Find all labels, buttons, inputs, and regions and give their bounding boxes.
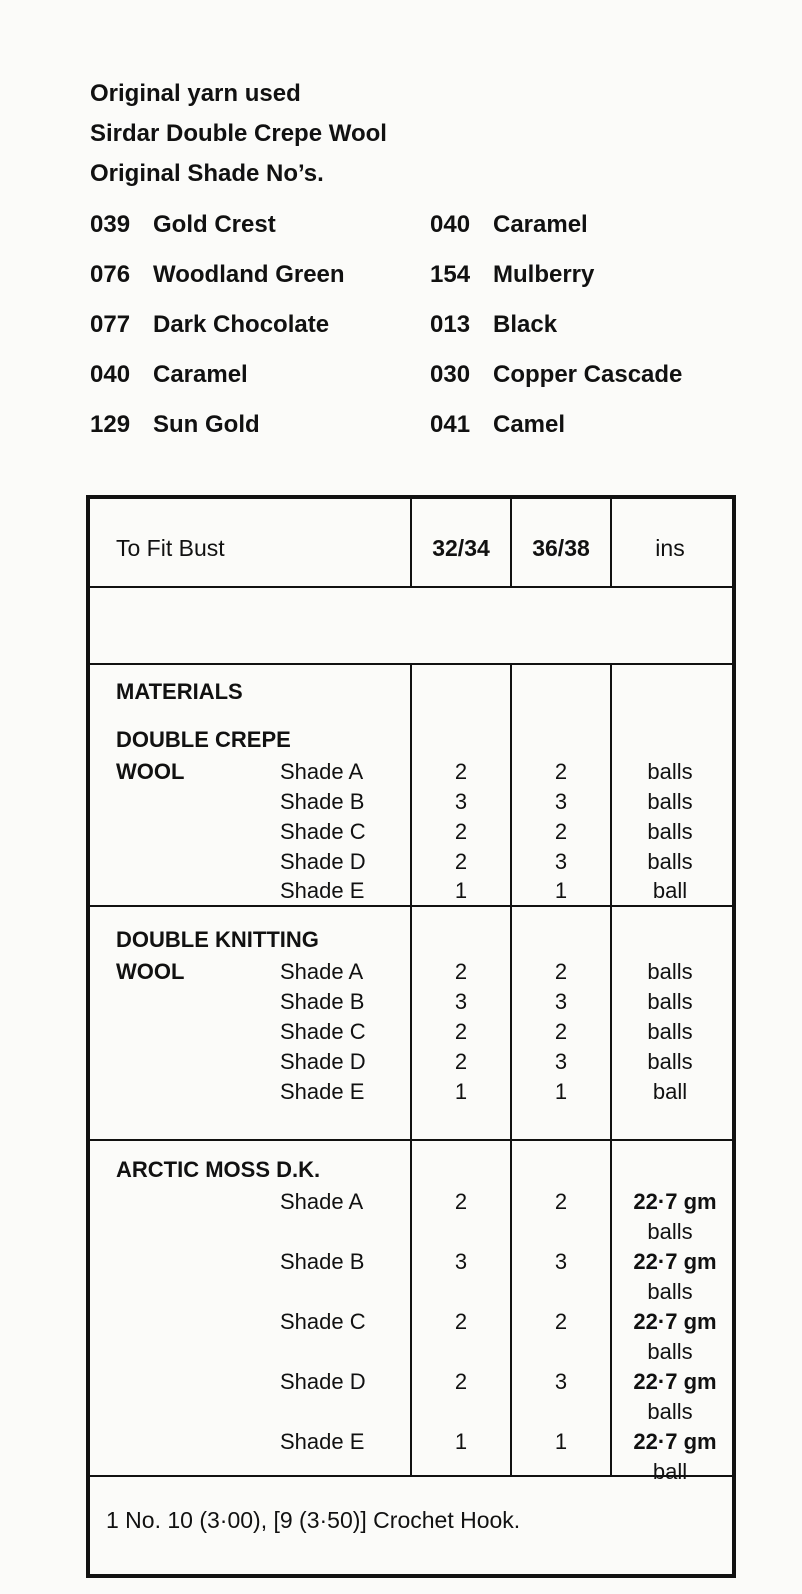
- shade-item: [90, 311, 430, 339]
- shade-row: [90, 350, 770, 400]
- qty-unit: balls: [647, 849, 693, 874]
- shade-name: Camel: [493, 411, 566, 438]
- qty-unit: balls: [647, 789, 693, 814]
- shade-name: Dark Chocolate: [153, 311, 330, 338]
- qty-size-1: 2: [454, 1309, 468, 1334]
- group-title: DOUBLE CREPE: [116, 727, 291, 752]
- qty-size-2: 1: [554, 1079, 568, 1104]
- shade-item: [430, 261, 770, 289]
- qty-size-1: 2: [454, 759, 468, 784]
- shade-label: Shade A: [280, 759, 364, 784]
- shade-label: Shade C: [280, 1019, 366, 1044]
- shade-label: Shade A: [280, 1189, 364, 1214]
- qty-unit: balls: [647, 1049, 693, 1074]
- shade-row: [90, 300, 770, 350]
- intro-block: [90, 74, 387, 194]
- intro-line-1: Original yarn used: [90, 80, 301, 107]
- qty-size-1: 2: [454, 849, 468, 874]
- qty-weight: 22·7 gm: [633, 1429, 717, 1454]
- qty-unit: ball: [652, 1079, 688, 1104]
- materials-title: MATERIALS: [116, 679, 243, 704]
- shade-name: Woodland Green: [153, 261, 345, 288]
- qty-size-2: 2: [554, 819, 568, 844]
- qty-unit: ball: [652, 878, 688, 903]
- header-size-2: 36/38: [532, 535, 590, 561]
- header-label: To Fit Bust: [116, 535, 225, 561]
- shade-row: [90, 200, 770, 250]
- shade-label: Shade D: [280, 849, 366, 874]
- shade-number: 039: [90, 211, 131, 238]
- qty-size-2: 3: [554, 1369, 568, 1394]
- shade-label: Shade B: [280, 989, 365, 1014]
- qty-size-1: 2: [454, 1189, 468, 1214]
- qty-size-1: 2: [454, 1019, 468, 1044]
- shade-name: Sun Gold: [153, 411, 260, 438]
- shade-number: 041: [430, 411, 471, 438]
- shade-name: Caramel: [493, 211, 588, 238]
- row-rule: [90, 1139, 732, 1141]
- materials-table: [86, 495, 736, 1578]
- intro-line-3: Original Shade No’s.: [90, 160, 324, 187]
- group-title: DOUBLE KNITTING: [116, 927, 319, 952]
- qty-size-2: 3: [554, 849, 568, 874]
- header-unit: ins: [655, 535, 685, 561]
- shade-label: Shade B: [280, 1249, 365, 1274]
- shade-list: [90, 200, 770, 450]
- qty-unit: balls: [647, 1339, 693, 1364]
- shade-item: [90, 211, 430, 239]
- qty-size-2: 2: [554, 959, 568, 984]
- shade-item: [90, 261, 430, 289]
- qty-size-2: 3: [554, 1249, 568, 1274]
- qty-size-1: 3: [454, 1249, 468, 1274]
- shade-number: 040: [430, 211, 471, 238]
- shade-label: Shade E: [280, 878, 365, 903]
- qty-unit: ball: [652, 1459, 688, 1484]
- qty-size-2: 1: [554, 878, 568, 903]
- qty-unit: balls: [647, 819, 693, 844]
- qty-weight: 22·7 gm: [633, 1369, 717, 1394]
- shade-item: [430, 211, 770, 239]
- qty-size-2: 2: [554, 1309, 568, 1334]
- qty-unit: balls: [647, 759, 693, 784]
- intro-line-2: Sirdar Double Crepe Wool: [90, 120, 387, 147]
- qty-size-1: 2: [454, 959, 468, 984]
- group-title-2: WOOL: [116, 959, 185, 984]
- shade-name: Mulberry: [493, 261, 595, 288]
- row-rule: [90, 663, 732, 665]
- qty-weight: 22·7 gm: [633, 1249, 717, 1274]
- shade-item: [430, 311, 770, 339]
- shade-label: Shade C: [280, 1309, 366, 1334]
- shade-number: 013: [430, 311, 471, 338]
- shade-number: 076: [90, 261, 131, 288]
- qty-size-1: 3: [454, 989, 468, 1014]
- group-title: ARCTIC MOSS D.K.: [116, 1157, 321, 1182]
- qty-unit: balls: [647, 1219, 693, 1244]
- qty-unit: balls: [647, 1279, 693, 1304]
- shade-label: Shade E: [280, 1429, 365, 1454]
- qty-unit: balls: [647, 959, 693, 984]
- shade-item: [90, 411, 430, 439]
- shade-label: Shade A: [280, 959, 364, 984]
- qty-size-2: 3: [554, 989, 568, 1014]
- qty-unit: balls: [647, 989, 693, 1014]
- qty-size-2: 2: [554, 1189, 568, 1214]
- qty-size-2: 2: [554, 1019, 568, 1044]
- qty-size-1: 2: [454, 819, 468, 844]
- shade-label: Shade B: [280, 789, 365, 814]
- shade-name: Black: [493, 311, 558, 338]
- shade-number: 129: [90, 411, 131, 438]
- shade-label: Shade C: [280, 819, 366, 844]
- shade-number: 077: [90, 311, 131, 338]
- row-rule: [90, 905, 732, 907]
- shade-item: [430, 361, 770, 389]
- qty-weight: 22·7 gm: [633, 1189, 717, 1214]
- shade-label: Shade E: [280, 1079, 365, 1104]
- shade-label: Shade D: [280, 1369, 366, 1394]
- hook-note: 1 No. 10 (3·00), [9 (3·50)] Crochet Hook.: [106, 1507, 521, 1533]
- group-title-2: WOOL: [116, 759, 185, 784]
- qty-size-2: 3: [554, 789, 568, 814]
- qty-size-1: 1: [454, 1429, 468, 1454]
- shade-item: [90, 361, 430, 389]
- qty-size-1: 1: [454, 878, 468, 903]
- header-size-1: 32/34: [432, 535, 490, 561]
- shade-number: 030: [430, 361, 471, 388]
- shade-label: Shade D: [280, 1049, 366, 1074]
- shade-number: 154: [430, 261, 471, 288]
- qty-size-1: 1: [454, 1079, 468, 1104]
- qty-unit: balls: [647, 1019, 693, 1044]
- qty-size-1: 2: [454, 1049, 468, 1074]
- qty-size-2: 1: [554, 1429, 568, 1454]
- shade-name: Gold Crest: [153, 211, 276, 238]
- qty-weight: 22·7 gm: [633, 1309, 717, 1334]
- shade-row: [90, 250, 770, 300]
- shade-name: Caramel: [153, 361, 248, 388]
- qty-size-1: 2: [454, 1369, 468, 1394]
- shade-name: Copper Cascade: [493, 361, 683, 388]
- shade-number: 040: [90, 361, 131, 388]
- qty-size-2: 3: [554, 1049, 568, 1074]
- qty-unit: balls: [647, 1399, 693, 1424]
- qty-size-1: 3: [454, 789, 468, 814]
- shade-row: [90, 400, 770, 450]
- qty-size-2: 2: [554, 759, 568, 784]
- row-rule: [90, 586, 732, 588]
- shade-item: [430, 411, 770, 439]
